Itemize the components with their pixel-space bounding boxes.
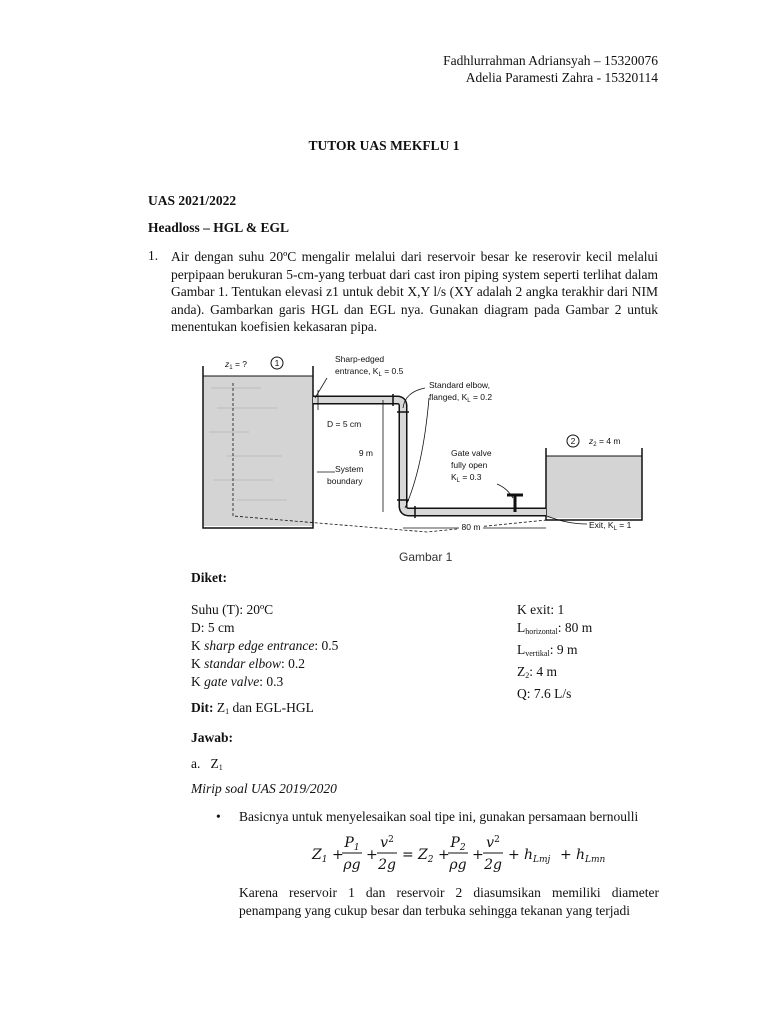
given-k-elbow: K standar elbow: 0.2 [191, 656, 306, 671]
eq-plus-3: + [438, 847, 450, 863]
boundary-label-1: System [335, 464, 364, 474]
sharp-edge-leader [315, 378, 327, 398]
question-text: Air dengan suhu 20ºC mengalir melalui dari reservoir besar ke reserovir kecil melalui perpipaan berukuran 5-cm-yang terbuat dari cast iron piping system seperti terlihat dalam Gambar 1. Tentukan elevasi z1 untuk debit X,Y l/s (XY adalah 2 angka terakhir dari NIM anda). Gambarkan garis HGL dan EGL nya. Gunakan diagram pada Gambar 2 untuk menentukan koefisien kekasaran pipa. [171, 249, 658, 334]
given-right-column [517, 601, 592, 703]
reservoir-2-water [546, 456, 642, 518]
author-1: Fadhlurrahman Adriansyah – 15320076 [443, 53, 658, 68]
eq-z1: $Z_1$ [312, 847, 328, 865]
sharp-edge-label-2: entrance, $K_L = 0.5$ [335, 366, 404, 378]
eq-2g-2: 2g [484, 857, 502, 873]
given-k-gate: K gate valve: 0.3 [191, 674, 284, 689]
height-label: 9 m [358, 448, 373, 458]
eq-v-1: $v^2$ [380, 835, 394, 851]
figure-caption: Gambar 1 [399, 550, 453, 564]
eq-v-2: $v^2$ [486, 835, 500, 851]
similar-note: Mirip soal UAS 2019/2020 [191, 781, 337, 796]
given-temperature: Suhu (T): 20ºC [191, 602, 274, 617]
gate-label-3: $K_L = 0.3$ [451, 472, 482, 484]
reservoir-1-water [203, 376, 313, 526]
eq-plus-4: + [472, 847, 484, 863]
exit-label: Exit, $K_L = 1$ [589, 520, 632, 532]
sharp-edge-label-1: Sharp-edged [335, 354, 385, 364]
eq-plus-1: + [332, 847, 344, 863]
given-k-entrance: K sharp edge entrance: 0.5 [191, 638, 339, 653]
question-number: 1. [148, 248, 159, 263]
gate-label-1: Gate valve [451, 448, 492, 458]
section-heading: UAS 2021/2022 [148, 193, 237, 208]
given-z2: $Z_2$: 4 m [517, 664, 558, 680]
author-2: Adelia Paramesti Zahra - 15320114 [465, 70, 658, 85]
point-2-label: 2 [570, 436, 576, 446]
eq-p1: $P_1$ [344, 835, 360, 853]
bernoulli-equation [310, 830, 662, 878]
figure-1 [197, 348, 645, 538]
diameter-label: D = 5 cm [327, 419, 362, 429]
given-flow-rate: Q: 7.6 L/s [517, 686, 572, 701]
dit-line: Dit: $Z_1$ dan EGL-HGL [191, 700, 314, 716]
given-diameter: D: 5 cm [191, 620, 235, 635]
diket-label: Diket: [191, 570, 227, 585]
bullet-symbol: • [216, 809, 221, 824]
given-left-column [191, 601, 338, 691]
given-l-vertical: $L_{vertikal}$: 9 m [517, 642, 578, 658]
jawab-label: Jawab: [191, 730, 234, 745]
given-k-exit: K exit: 1 [517, 602, 565, 617]
eq-h-lmj: $h_{Lmj}$ [524, 847, 551, 865]
bullet-text: Basicnya untuk menyelesaikan soal tipe ini, gunakan persamaan bernoulli [239, 809, 639, 824]
z1-label: $z_1$ = ? [225, 359, 248, 371]
eq-rhog-1: ρg [343, 857, 361, 873]
eq-p2: $P_2$ [450, 835, 466, 853]
karena-paragraph: Karena reservoir 1 dan reservoir 2 diasumsikan memiliki diameter penampang yang cukup besar dan terbuka sehingga tekanan yang terjadi [239, 885, 659, 918]
eq-plus-6: + [560, 847, 572, 863]
z2-label: $z_2 = 4$ m [589, 436, 621, 448]
author-block [443, 52, 658, 86]
subsection-heading: Headloss – HGL & EGL [148, 220, 290, 235]
eq-h-lmn: $h_{Lmn}$ [576, 847, 606, 865]
eq-z2: $Z_2$ [418, 847, 434, 865]
elbow-leader-bottom [405, 398, 429, 508]
eq-plus-5: + [508, 847, 520, 863]
eq-2g-1: 2g [378, 857, 396, 873]
part-a-heading: a. $Z_1$ [191, 756, 223, 772]
gate-label-2: fully open [451, 460, 488, 470]
document-title: TUTOR UAS MEKFLU 1 [308, 138, 460, 153]
bernoulli-equation-svg [310, 830, 662, 878]
pipe-system-diagram [197, 348, 645, 538]
elbow-label-2: flanged, $K_L = 0.2$ [429, 392, 493, 404]
elbow-label-1: Standard elbow, [429, 380, 490, 390]
given-l-horizontal: $L_{horizontal}$: 80 m [517, 620, 593, 636]
eq-plus-2: + [366, 847, 378, 863]
point-1-label: 1 [274, 358, 280, 368]
eq-rhog-2: ρg [449, 857, 467, 873]
eq-equals: = [402, 847, 414, 863]
length-label: 80 m [461, 522, 481, 532]
boundary-label-2: boundary [327, 476, 363, 486]
